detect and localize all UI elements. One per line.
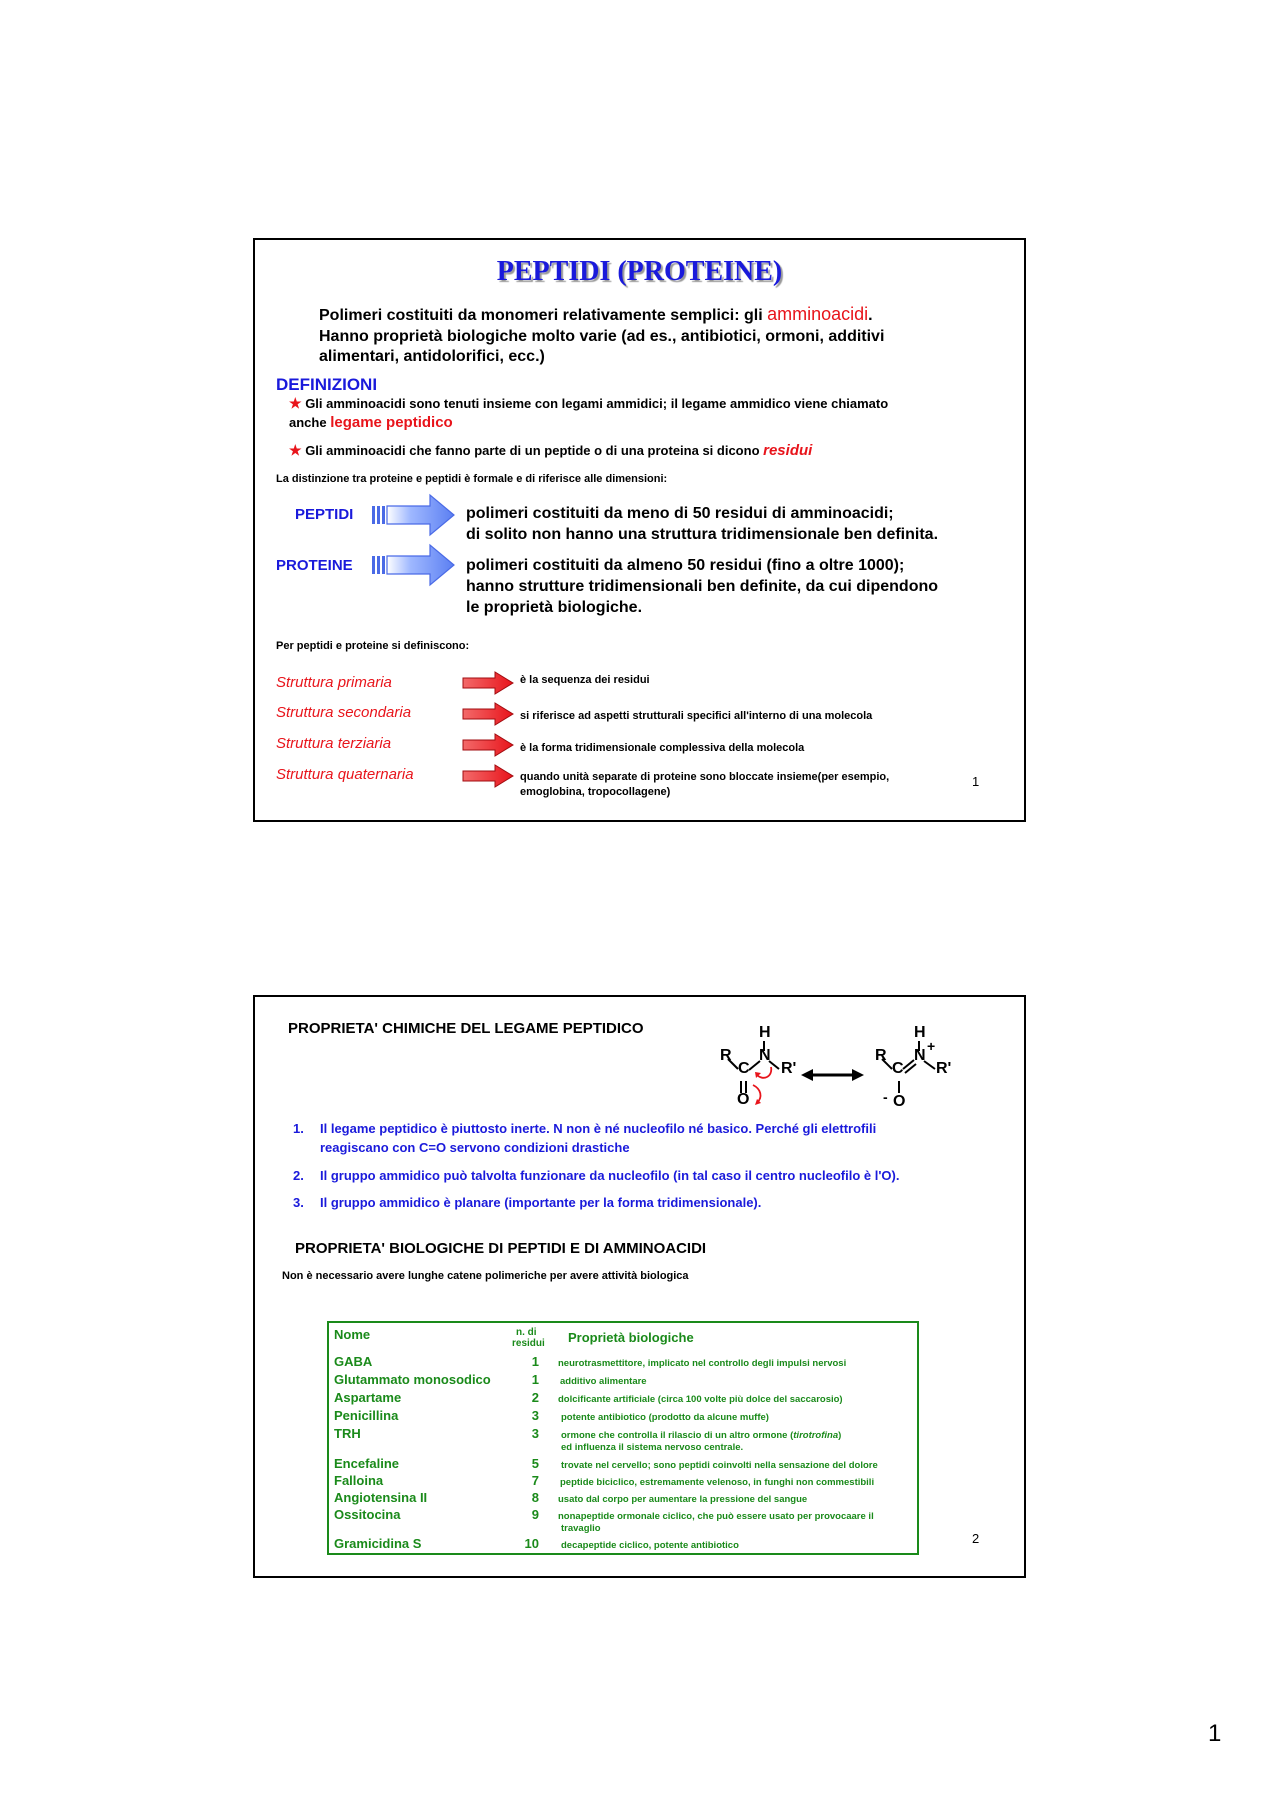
- list-item-1-line-1: Il legame peptidico è piuttosto inerte. N non è né nucleofilo né basico. Perché gli elettrofili: [320, 1121, 877, 1136]
- table-header-name: Nome: [334, 1327, 371, 1342]
- peptides-table: Nome n. di residui Proprietà biologiche GABA 1 neurotrasmettitore, implicato nel controllo degli impulsi nervosi Glutammato monosodico 1 additivo alimentare Aspartame 2 dolcificante artificiale (circa 100 volte più dolce del saccarosio) Penicillina 3 potente antibiotico (prodotto da alcune muffe) TRH 3 ormone che controlla il rilascio di un altro ormone (tirotrofina) ed influenza il sistema nervoso centrale. Encefaline 5 trovate nel cervello; sono peptidi coinvolti nella sensazione del dolore Falloina 7 peptide biciclico, estremamente velenoso, in funghi non commestibili Angiotensina II 8 usato dal corpo per aumentare la pressione del sangue Ossitocina 9 nonapeptide ormonale ciclico, che può essere usato per provocaare il travaglio Gramicidina S 10 decapeptide ciclico, potente antibiotico: [327, 1321, 919, 1555]
- structure-primary-desc: è la sequenza dei residui: [520, 674, 650, 686]
- formula-h-right: H: [914, 1024, 926, 1041]
- structure-tertiary-desc: è la forma tridimensionale complessiva della molecola: [520, 742, 805, 754]
- structure-quaternary-name: Struttura quaternaria: [276, 766, 414, 783]
- list-item-2-line-1: Il gruppo ammidico può talvolta funzionare da nucleofilo (in tal caso il centro nucleofilo è l'O).: [320, 1168, 900, 1183]
- star-icon: ★: [289, 442, 302, 458]
- blue-arrow-icon: [372, 493, 457, 537]
- structure-secondary-desc: si riferisce ad aspetti strutturali specifici all'interno di una molecola: [520, 710, 873, 722]
- formula-o-right: O: [893, 1093, 906, 1110]
- list-item-1: 1.: [293, 1121, 304, 1136]
- list-item-2: 2.: [293, 1168, 304, 1183]
- formula-n-right: N: [914, 1047, 926, 1064]
- proteine-line-3: le proprietà biologiche.: [466, 599, 643, 616]
- slide-page-number: 1: [972, 774, 980, 789]
- structure-tertiary-name: Struttura terziaria: [276, 735, 392, 752]
- intro-line-2: Hanno proprietà biologiche molto varie (ad es., antibiotici, ormoni, additivi: [319, 328, 885, 345]
- chemical-properties-heading: PROPRIETA' CHIMICHE DEL LEGAME PEPTIDICO: [288, 1020, 644, 1037]
- structure-primary-name: Struttura primaria: [276, 674, 392, 691]
- peptidi-label: PEPTIDI: [295, 506, 354, 523]
- formula-o-left: O: [737, 1091, 750, 1108]
- document-page-number: 1: [1208, 1720, 1222, 1747]
- distinction-text: La distinzione tra proteine e peptidi è formale e di riferisce alle dimensioni:: [276, 473, 668, 485]
- red-arrow-icon: [463, 703, 513, 725]
- formula-r-left: R: [720, 1047, 732, 1064]
- proteine-label: PROTEINE: [276, 557, 353, 574]
- definition-2: ★ Gli amminoacidi che fanno parte di un peptide o di una proteina si dicono residui: [289, 442, 813, 459]
- table-header-num-2: residui: [512, 1338, 545, 1349]
- formula-rp-left: R': [781, 1060, 797, 1077]
- peptidi-line-2: di solito non hanno una struttura tridimensionale ben definita.: [466, 526, 939, 543]
- list-item-1-line-2: reagiscano con C=O servono condizioni drastiche: [320, 1140, 630, 1155]
- formula-c-right: C: [892, 1060, 904, 1077]
- list-item-3: 3.: [293, 1195, 304, 1210]
- formula-c-left: C: [738, 1060, 750, 1077]
- definition-1: ★ Gli amminoacidi sono tenuti insieme con legami ammidici; il legame ammidico viene chiamato: [289, 395, 889, 411]
- proteine-line-1: polimeri costituiti da almeno 50 residui (fino a oltre 1000);: [466, 557, 905, 574]
- slide-2: [253, 995, 1026, 1578]
- peptidi-line-1: polimeri costituiti da meno di 50 residui di amminoacidi;: [466, 505, 894, 522]
- definitions-heading: DEFINIZIONI: [276, 375, 378, 394]
- biological-properties-heading: PROPRIETA' BIOLOGICHE DI PEPTIDI E DI AMMINOACIDI: [295, 1240, 707, 1257]
- amminoacidi-highlight: amminoacidi: [767, 304, 869, 324]
- proteine-line-2: hanno strutture tridimensionali ben definite, da cui dipendono: [466, 578, 939, 595]
- structure-secondary-name: Struttura secondaria: [276, 704, 412, 721]
- slide-1: [253, 238, 1026, 822]
- formula-minus: -: [883, 1089, 888, 1105]
- intro-line-1: Polimeri costituiti da monomeri relativamente semplici: gli amminoacidi.: [319, 304, 873, 324]
- slide-title: PEPTIDI (PROTEINE): [496, 256, 783, 287]
- formula-plus: +: [927, 1038, 936, 1054]
- formula-rp-right: R': [936, 1060, 952, 1077]
- red-arrow-icon: [463, 765, 513, 787]
- table-header-num-1: n. di: [516, 1327, 537, 1338]
- formula-r-right: R: [875, 1047, 887, 1064]
- formula-h-left: H: [759, 1024, 771, 1041]
- intro-line-3: alimentari, antidolorifici, ecc.): [319, 348, 545, 365]
- star-icon: ★: [289, 395, 302, 411]
- red-arrows: [461, 670, 516, 790]
- red-arrow-icon: [463, 734, 513, 756]
- biological-subtitle: Non è necessario avere lunghe catene polimeriche per avere attività biologica: [282, 1270, 689, 1282]
- structure-quaternary-desc-2: emoglobina, tropocollagene): [520, 786, 671, 798]
- definition-1-line-2: anche legame peptidico: [289, 414, 453, 431]
- list-item-3-line-1: Il gruppo ammidico è planare (importante per la forma tridimensionale).: [320, 1195, 762, 1210]
- define-intro: Per peptidi e proteine si definiscono:: [276, 640, 470, 652]
- slide-page-number: 2: [972, 1531, 980, 1546]
- formula-n-left: N: [759, 1047, 771, 1064]
- table-header-props: Proprietà biologiche: [568, 1330, 694, 1345]
- red-arrow-icon: [463, 672, 513, 694]
- blue-arrow-icon: [372, 543, 457, 587]
- structure-quaternary-desc: quando unità separate di proteine sono bloccate insieme(per esempio,: [520, 771, 890, 783]
